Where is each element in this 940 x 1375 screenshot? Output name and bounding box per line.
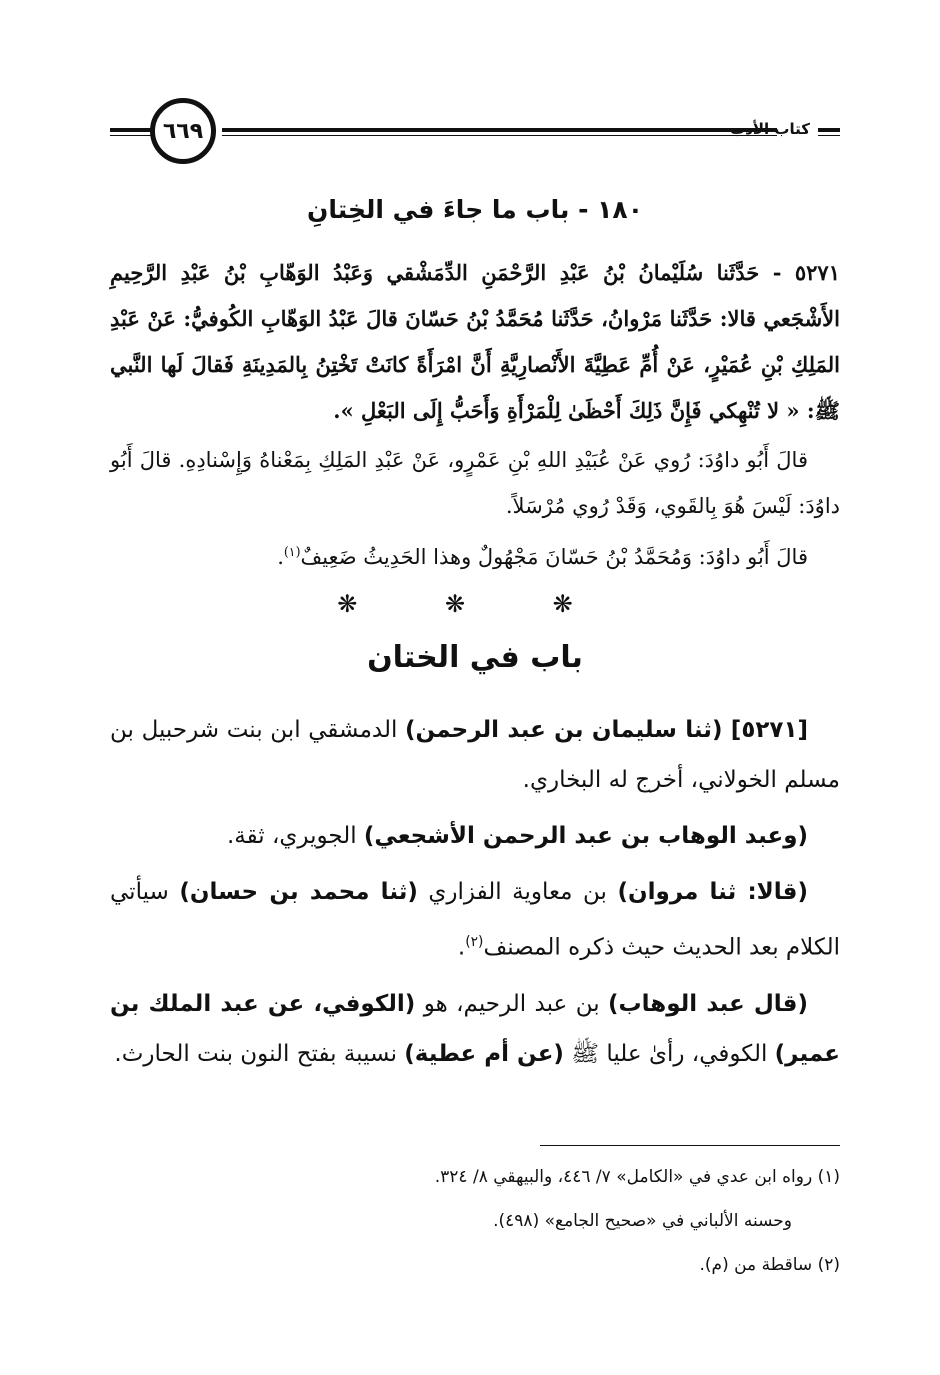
narrator-bold: (وعبد الوهاب بن عبد الرحمن الأشجعي) bbox=[363, 823, 808, 849]
commentary-text: الجويري، ثقة. bbox=[226, 823, 364, 849]
book-title: كتاب الأدب bbox=[730, 120, 810, 138]
commentary-text: نسيبة بفتح النون بنت الحارث. bbox=[114, 1040, 405, 1067]
commentary-text: سيأتي الكلام بعد الحديث حيث ذكره المصنف bbox=[110, 879, 840, 961]
footnotes bbox=[110, 1155, 840, 1287]
commentary-text: بن عبد الرحيم، هو bbox=[415, 990, 609, 1017]
hadith-text bbox=[110, 250, 840, 434]
narrator-bold: (ثنا محمد بن حسان) bbox=[179, 879, 418, 905]
chapter-title: ١٨٠ - باب ما جاءَ في الخِتانِ bbox=[307, 195, 643, 224]
commentary-text: الدمشقي ابن بنت شرحبيل بن مسلم الخولاني، أخرج له البخاري. bbox=[110, 717, 840, 793]
footnote-marker-2: (٢) bbox=[465, 934, 484, 950]
hadith-paragraph: ٥٢٧١ - حَدَّثَنا سُلَيْمانُ بْنُ عَبْدِ الرَّحْمَنِ الدِّمَشْقي وَعَبْدُ الوَهّابِ بْنُ عَبْدِ الرَّحِيمِ الأَشْجَعي قالا: حَدَّثَنا مَرْوانُ، حَدَّثَنا مُحَمَّدُ بْنُ حَسّانَ قالَ عَبْدُ الوَهّابِ الكُوفيُّ: عَنْ عَبْدِ المَلِكِ بْنِ عُمَيْرٍ، عَنْ أُمِّ عَطِيَّةَ الأَنْصارِيَّةِ أَنَّ امْرَأَةً كانَتْ تَخْتِنُ بِالمَدِينَةِ فَقالَ لَها النَّبي ﷺ: « لا تُنْهِكي فَإِنَّ ذَلِكَ أَحْظَىٰ لِلْمَرْأَةِ وَأَحَبُّ إِلَى البَعْلِ ». bbox=[110, 260, 840, 423]
footnote-2: (٢) ساقطة من (م). bbox=[699, 1255, 840, 1275]
narrator-bold: [٥٢٧١] (ثنا سليمان بن عبد الرحمن) bbox=[405, 717, 808, 743]
running-header bbox=[110, 98, 840, 180]
comment-text: قالَ أَبُو داوُدَ: وَمُحَمَّدُ بْنُ حَسّانَ مَجْهُولٌ وهذا الحَدِيثُ ضَعِيفٌ bbox=[300, 545, 808, 569]
footnote-1: (١) رواه ابن عدي في «الكامل» ٧/ ٤٤٦، والبيهقي ٨/ ٣٢٤. bbox=[434, 1167, 840, 1187]
commentary-paragraph-3 bbox=[110, 867, 840, 973]
separator-stars: ❋ ❋ ❋ bbox=[337, 590, 613, 618]
comment-end: . bbox=[277, 545, 284, 569]
header-rule-end bbox=[818, 128, 840, 140]
comment-paragraph-1: قالَ أَبُو داوُدَ: رُوي عَنْ عُبَيْدِ اللهِ بْنِ عَمْرٍو، عَنْ عَبْدِ المَلِكِ بِمَعْناهُ وَإِسْنادِهِ. قالَ أَبُو داوُدَ: لَيْسَ هُوَ بِالقَوي، وَقَدْ رُوي مُرْسَلاً. bbox=[110, 448, 840, 518]
commentary-paragraph-2 bbox=[110, 811, 840, 861]
section-title: باب في الختان bbox=[367, 640, 583, 675]
narrator-bold: (عن أم عطية) bbox=[404, 1040, 564, 1067]
footnote-marker-1: (١) bbox=[283, 544, 301, 559]
narrator-bold: (قال عبد الوهاب) bbox=[608, 990, 808, 1017]
narrator-bold: (قالا: ثنا مروان) bbox=[617, 879, 808, 905]
commentary-end: . bbox=[457, 934, 466, 961]
footnote-divider bbox=[540, 1145, 840, 1146]
abu-dawud-comments bbox=[110, 437, 840, 580]
commentary-paragraph-1 bbox=[110, 705, 840, 805]
commentary bbox=[110, 705, 840, 1085]
footnote-1-continued: وحسنه الألباني في «صحيح الجامع» (٤٩٨). bbox=[493, 1211, 792, 1231]
narrator-bold: (الكوفي، عن عبد الملك بن عمير) bbox=[110, 990, 840, 1067]
commentary-text: الكوفي، رأىٰ عليا ﷺ bbox=[563, 1040, 775, 1067]
commentary-text: بن معاوية الفزاري bbox=[417, 879, 618, 905]
page-number-badge: ٦٦٩ bbox=[150, 98, 216, 164]
header-rule-right bbox=[222, 128, 777, 140]
comment-paragraph-2 bbox=[110, 529, 840, 580]
commentary-paragraph-4 bbox=[110, 979, 840, 1079]
